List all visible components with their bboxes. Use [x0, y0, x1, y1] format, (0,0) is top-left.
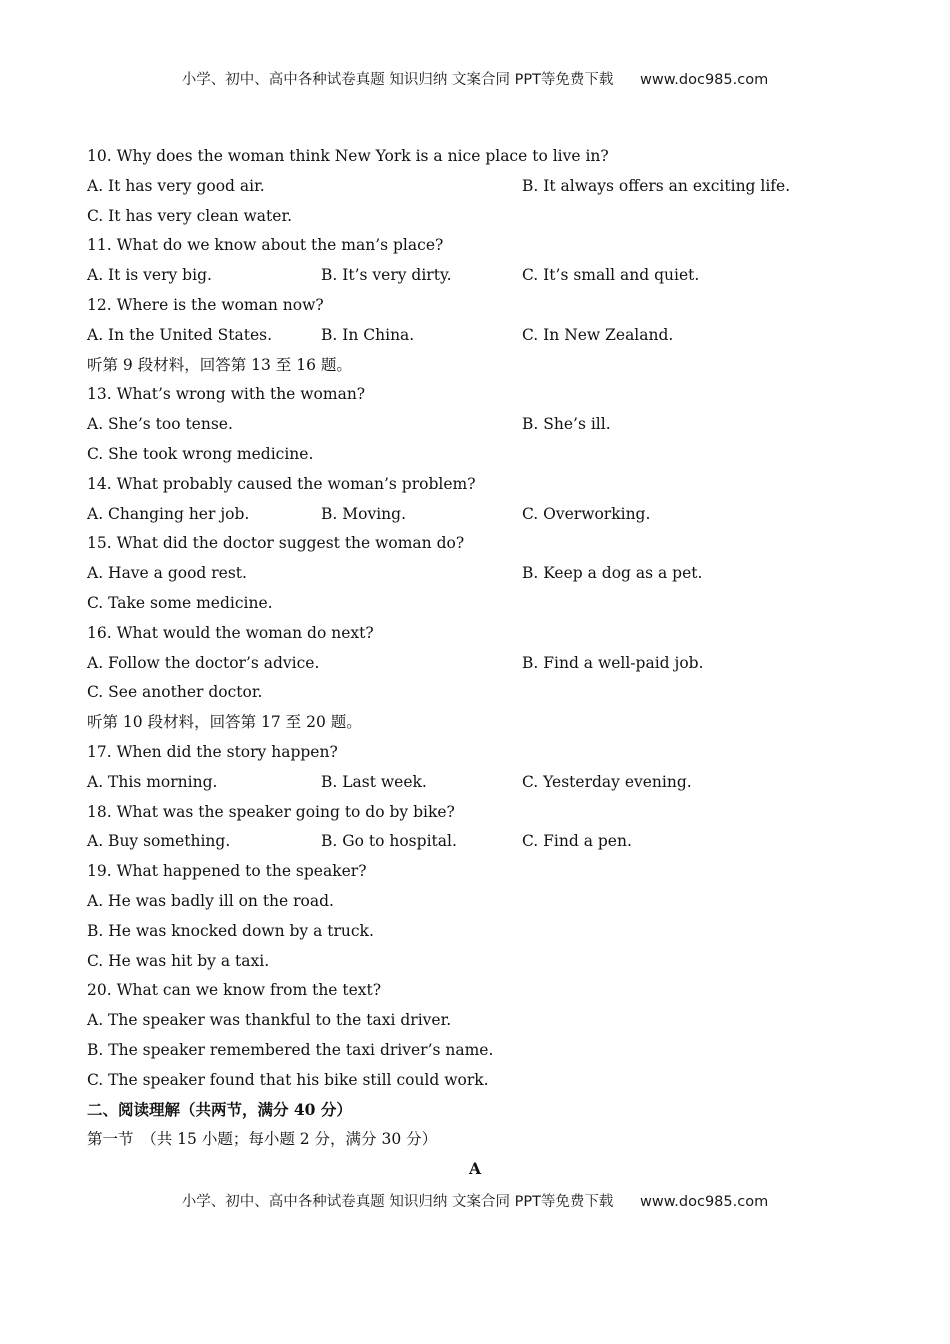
option-text: C. The speaker found that his bike still could work. — [87, 1070, 489, 1089]
option-text: B. Moving. — [321, 504, 406, 523]
question-text: 10. Why does the woman think New York is a nice place to live in? — [87, 147, 609, 165]
options-line — [87, 502, 867, 532]
option-text: B. Go to hospital. — [321, 832, 457, 851]
option-text: A. The speaker was thankful to the taxi driver. — [87, 1011, 452, 1030]
option-text: A. It has very good air. — [87, 176, 265, 195]
question-text: 听第 9 段材料，回答第 13 至 16 题。 — [87, 355, 352, 374]
question-line — [87, 531, 867, 561]
question-line — [87, 859, 867, 889]
option-text: C. In New Zealand. — [522, 325, 674, 344]
options-line — [87, 1008, 867, 1038]
option-text: A. Follow the doctor’s advice. — [87, 653, 320, 672]
footer-site: www.doc985.com — [640, 1194, 769, 1210]
question-text: 15. What did the doctor suggest the woman do? — [87, 534, 465, 553]
exam-content — [87, 144, 867, 1187]
options-line — [87, 949, 867, 979]
option-text: C. See another doctor. — [87, 683, 263, 702]
passage-title-text: A — [468, 1159, 482, 1179]
option-text: C. Overworking. — [522, 504, 651, 523]
question-line — [87, 800, 867, 830]
option-text: C. She took wrong medicine. — [87, 444, 314, 463]
question-text: 12. Where is the woman now? — [87, 295, 324, 314]
question-line — [87, 353, 867, 383]
options-line — [87, 1038, 867, 1068]
option-text: B. It always offers an exciting life. — [522, 176, 791, 195]
option-text: B. Last week. — [321, 772, 427, 791]
options-line — [87, 919, 867, 949]
option-text: C. It’s small and quiet. — [522, 266, 700, 285]
question-line — [87, 382, 867, 412]
option-text: B. It’s very dirty. — [321, 266, 452, 285]
page-footer — [0, 1190, 950, 1211]
question-line — [87, 740, 867, 770]
question-line — [87, 144, 867, 174]
question-line — [87, 621, 867, 651]
options-line — [87, 651, 867, 681]
option-text: A. In the United States. — [87, 325, 273, 344]
option-text: A. He was badly ill on the road. — [87, 891, 334, 910]
options-line — [87, 174, 867, 204]
options-line — [87, 561, 867, 591]
option-text: C. It has very clean water. — [87, 206, 293, 225]
question-line — [87, 472, 867, 502]
options-line — [87, 263, 867, 293]
option-text: B. In China. — [321, 325, 415, 344]
question-text: 听第 10 段材料，回答第 17 至 20 题。 — [87, 713, 362, 732]
option-text: C. Take some medicine. — [87, 593, 273, 612]
options-line — [87, 323, 867, 353]
option-text: A. It is very big. — [87, 266, 212, 285]
footer-text: 小学、初中、高中各种试卷真题 知识归纳 文案合同 PPT等免费下载 — [181, 1194, 614, 1210]
option-text: B. Keep a dog as a pet. — [522, 564, 703, 583]
options-line — [87, 591, 867, 621]
options-line — [87, 680, 867, 710]
question-text: 17. When did the story happen? — [87, 742, 338, 761]
option-text: A. This morning. — [87, 772, 218, 791]
option-text: A. She’s too tense. — [87, 415, 233, 434]
option-text: B. The speaker remembered the taxi driver’s name. — [87, 1040, 494, 1059]
section-heading-text: 二、阅读理解（共两节，满分 40 分） — [87, 1099, 352, 1119]
options-line — [87, 829, 867, 859]
question-line — [87, 1127, 867, 1157]
question-line — [87, 293, 867, 323]
option-text: B. He was knocked down by a truck. — [87, 921, 374, 940]
options-line — [87, 889, 867, 919]
question-line — [87, 978, 867, 1008]
question-text: 19. What happened to the speaker? — [87, 862, 367, 881]
header-text: 小学、初中、高中各种试卷真题 知识归纳 文案合同 PPT等免费下载 — [181, 72, 614, 88]
option-text: C. Find a pen. — [522, 832, 632, 851]
options-line — [87, 770, 867, 800]
question-text: 18. What was the speaker going to do by bike? — [87, 802, 455, 821]
options-line — [87, 442, 867, 472]
option-text: B. Find a well-paid job. — [522, 653, 704, 672]
question-line — [87, 233, 867, 263]
question-text: 第一节 （共 15 小题；每小题 2 分，满分 30 分） — [87, 1130, 438, 1149]
option-text: A. Buy something. — [87, 832, 231, 851]
question-text: 14. What probably caused the woman’s problem? — [87, 474, 476, 493]
options-line — [87, 1068, 867, 1098]
options-line — [87, 204, 867, 234]
option-text: A. Have a good rest. — [87, 564, 247, 583]
option-text: B. She’s ill. — [522, 415, 611, 434]
option-text: C. He was hit by a taxi. — [87, 951, 270, 970]
question-text: 20. What can we know from the text? — [87, 981, 382, 1000]
question-line — [87, 710, 867, 740]
options-line — [87, 412, 867, 442]
option-text: C. Yesterday evening. — [522, 772, 692, 791]
question-text: 16. What would the woman do next? — [87, 623, 374, 642]
question-text: 11. What do we know about the man’s place? — [87, 236, 444, 255]
page-header — [0, 68, 950, 89]
header-site: www.doc985.com — [640, 72, 769, 88]
passage-title — [87, 1157, 863, 1187]
option-text: A. Changing her job. — [87, 504, 250, 523]
question-text: 13. What’s wrong with the woman? — [87, 385, 366, 404]
section-heading — [87, 1098, 867, 1128]
